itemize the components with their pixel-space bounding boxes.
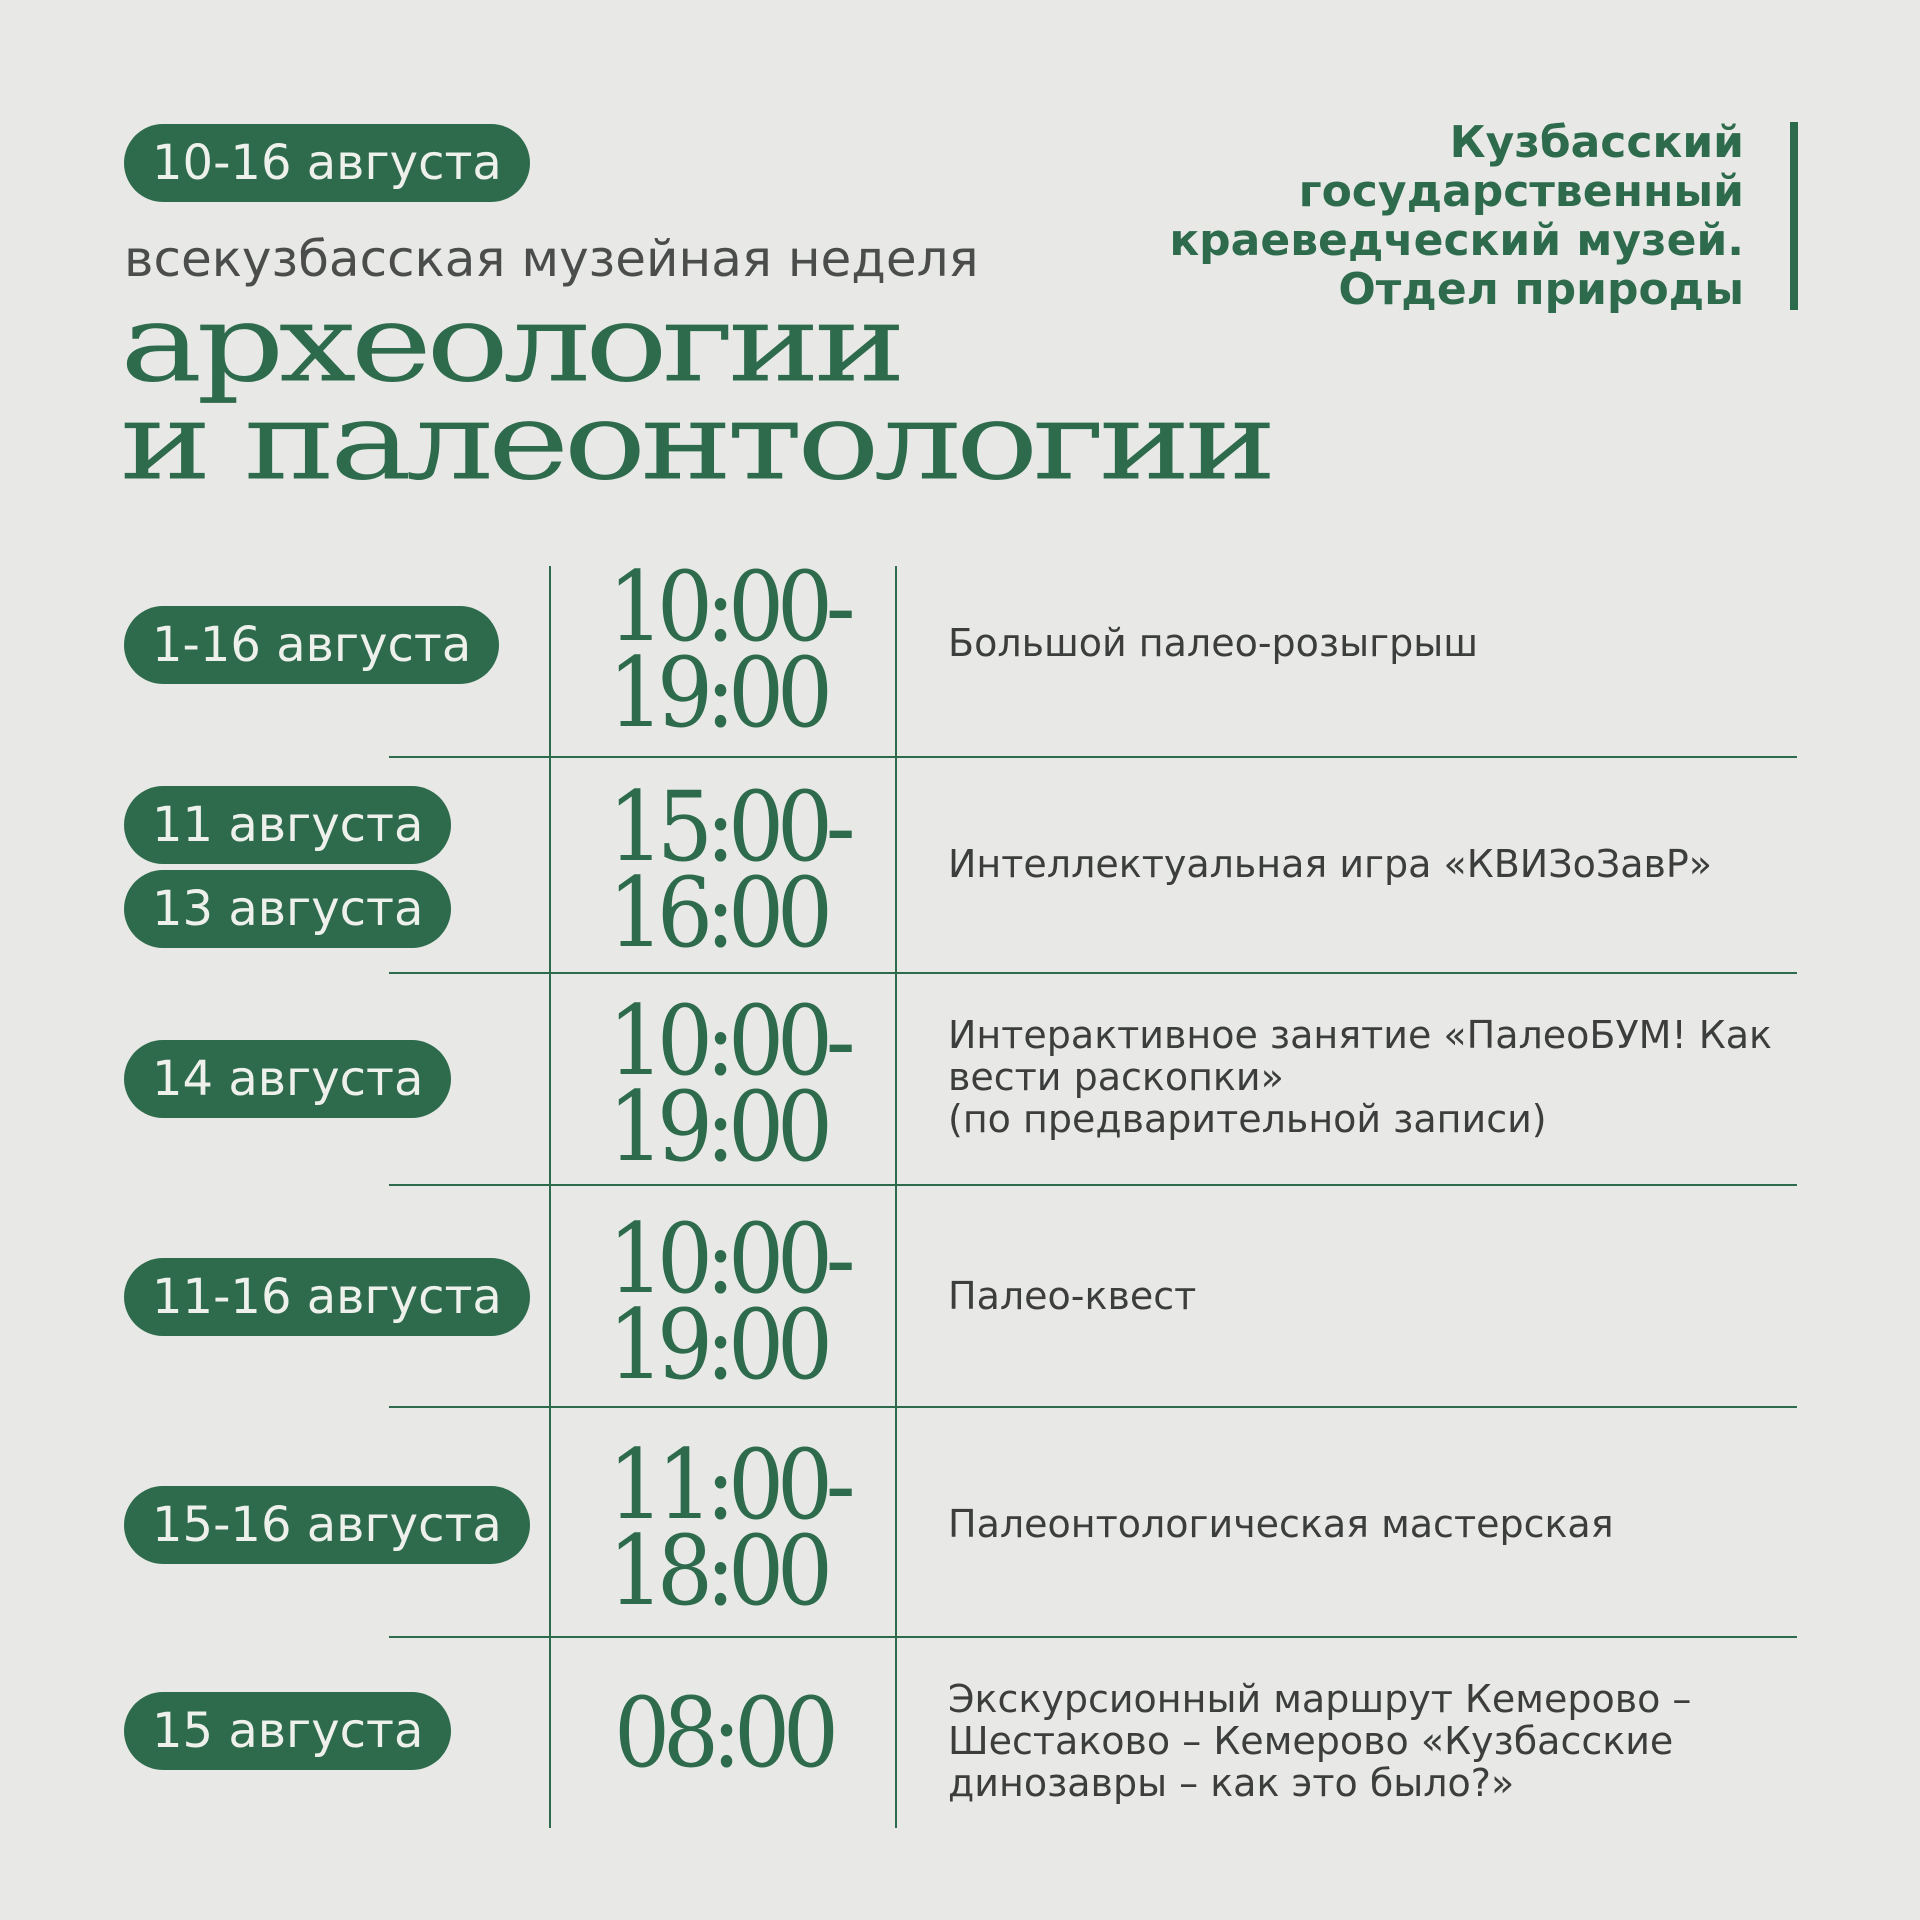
table-divider-horizontal <box>389 1636 1797 1638</box>
time-end: 18:00 <box>608 1515 826 1627</box>
time-start: 15:00- <box>608 771 849 883</box>
date-range-badge: 10-16 августа <box>124 124 530 202</box>
event-line: вести раскопки» <box>948 1055 1284 1099</box>
schedule-event <box>948 622 1788 664</box>
time-end: 19:00 <box>608 1071 826 1183</box>
organizer-accent-bar <box>1790 122 1798 310</box>
event-line: Интерактивное занятие «ПалеоБУМ! Как <box>948 1013 1772 1057</box>
organizer-block <box>1169 118 1744 314</box>
event-line: (по предварительной записи) <box>948 1097 1547 1141</box>
schedule-date-badge: 11 августа <box>124 786 451 864</box>
table-divider-horizontal <box>389 1406 1797 1408</box>
subtitle: всекузбасская музейная неделя <box>124 230 979 288</box>
time-end: 16:00 <box>608 857 826 969</box>
event-line: Интеллектуальная игра «КВИЗоЗавР» <box>948 842 1713 886</box>
event-line: Экскурсионный маршрут Кемерово – <box>948 1677 1692 1721</box>
table-divider-horizontal <box>389 1184 1797 1186</box>
time-start: 10:00- <box>608 1203 849 1315</box>
title-line-1: археологии <box>120 280 901 407</box>
schedule-date-badge: 11-16 августа <box>124 1258 530 1336</box>
event-line: динозавры – как это было?» <box>948 1761 1515 1805</box>
title-line-2: и палеонтологии <box>120 378 1271 505</box>
event-line: Палео-квест <box>948 1274 1197 1318</box>
schedule-time <box>608 771 869 969</box>
schedule-event <box>948 843 1788 885</box>
time-start: 10:00- <box>608 551 849 663</box>
schedule-event <box>948 1275 1788 1317</box>
table-divider-horizontal <box>389 972 1797 974</box>
event-line: Шестаково – Кемерово «Кузбасские <box>948 1719 1674 1763</box>
organizer-line: краеведческий музей. <box>1169 215 1744 266</box>
schedule-time <box>608 1429 869 1627</box>
time-end: 19:00 <box>608 1289 826 1401</box>
schedule-time <box>614 1677 851 1789</box>
time-start: 11:00- <box>608 1429 849 1541</box>
schedule-date-badge: 13 августа <box>124 870 451 948</box>
schedule-time <box>608 551 869 749</box>
schedule-event <box>948 1678 1788 1804</box>
schedule-event <box>948 1503 1788 1545</box>
schedule-time <box>608 985 869 1183</box>
event-line: Большой палео-розыгрыш <box>948 621 1478 665</box>
schedule-date-badge: 15-16 августа <box>124 1486 530 1564</box>
schedule-date-badge: 14 августа <box>124 1040 451 1118</box>
schedule-date-badge: 1-16 августа <box>124 606 499 684</box>
schedule-date-badge: 15 августа <box>124 1692 451 1770</box>
time-start: 08:00 <box>614 1677 832 1789</box>
event-line: Палеонтологическая мастерская <box>948 1502 1614 1546</box>
time-end: 19:00 <box>608 637 826 749</box>
schedule-event <box>948 1014 1788 1140</box>
time-start: 10:00- <box>608 985 849 1097</box>
table-divider-horizontal <box>389 756 1797 758</box>
schedule-time <box>608 1203 869 1401</box>
organizer-line: государственный <box>1298 166 1744 217</box>
organizer-line: Кузбасский <box>1449 117 1744 168</box>
organizer-line: Отдел природы <box>1338 264 1744 315</box>
